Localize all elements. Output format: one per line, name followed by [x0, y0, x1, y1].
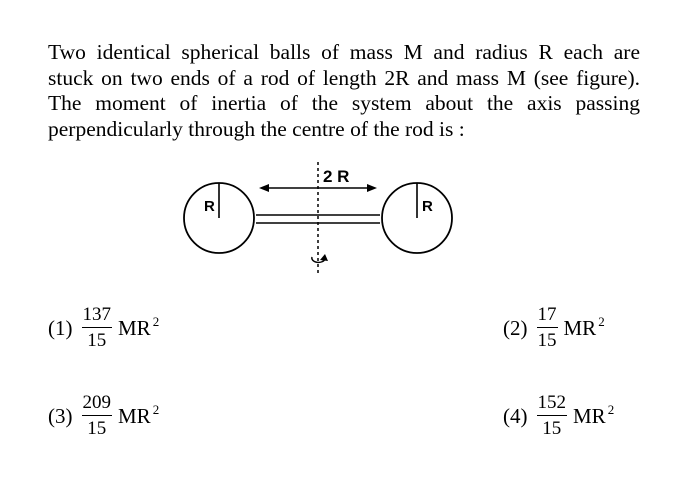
expression-base: MR — [563, 315, 597, 340]
fraction-denominator: 15 — [542, 418, 562, 440]
question-line-4: perpendicularly through the centre of the rod is : — [48, 116, 465, 141]
fraction — [82, 392, 113, 440]
option-expression — [573, 401, 615, 429]
rod-length-label: 2 R — [323, 167, 350, 186]
option-number: (3) — [48, 403, 73, 428]
rotation-arrow-head — [320, 254, 328, 261]
length-arrow-right-head — [367, 184, 377, 192]
option-1[interactable] — [48, 304, 159, 352]
fraction-denominator: 15 — [537, 330, 557, 352]
option-3[interactable] — [48, 392, 159, 440]
fraction — [537, 392, 568, 440]
right-radius-label: R — [422, 198, 433, 215]
expression-base: MR — [573, 403, 606, 428]
question-line-2: stuck on two ends of a rod of length 2R and mass M (see figure). — [48, 65, 640, 90]
question-line-1: Two identical spherical balls of mass M and radius R each are — [48, 40, 640, 64]
fraction-denominator: 15 — [87, 330, 107, 352]
fraction — [537, 304, 558, 352]
left-radius-label: R — [204, 198, 215, 215]
fraction — [82, 304, 113, 352]
expression-base: MR — [118, 315, 151, 340]
figure-svg — [175, 158, 465, 283]
option-expression — [118, 401, 160, 429]
length-arrow-left-head — [259, 184, 269, 192]
option-expression — [118, 313, 160, 341]
fraction-denominator: 15 — [87, 418, 107, 440]
rod-and-spheres-figure — [175, 158, 465, 283]
question-line-3: The moment of inertia of the system about the axis passing — [48, 91, 640, 115]
option-4[interactable] — [503, 392, 614, 440]
option-number: (2) — [503, 315, 528, 340]
fraction-numerator: 17 — [537, 304, 557, 325]
option-number: (4) — [503, 403, 528, 428]
expression-base: MR — [118, 403, 151, 428]
option-number: (1) — [48, 315, 73, 340]
expression-exponent: 2 — [607, 401, 615, 417]
fraction-numerator: 137 — [82, 304, 111, 325]
question-text — [48, 40, 640, 142]
expression-exponent: 2 — [152, 313, 160, 329]
expression-exponent: 2 — [152, 401, 160, 417]
option-expression — [563, 313, 605, 341]
fraction-numerator: 152 — [537, 392, 566, 413]
expression-exponent: 2 — [598, 313, 605, 329]
fraction-numerator: 209 — [82, 392, 111, 413]
option-2[interactable] — [503, 304, 605, 352]
